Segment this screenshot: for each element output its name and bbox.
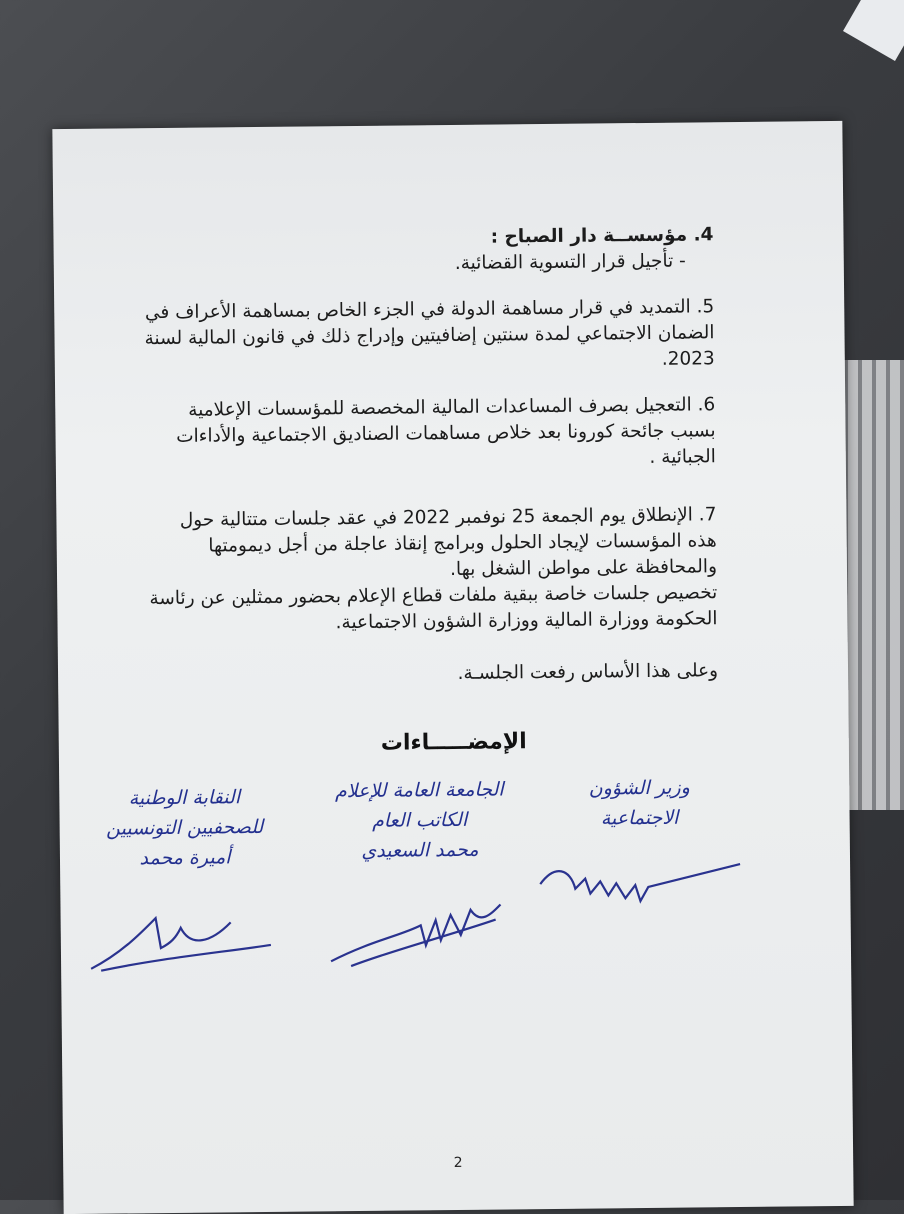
item-5	[144, 294, 715, 378]
signatures-title: الإمضـــــاءات	[380, 729, 527, 756]
signature-federation-line3: محمد السعيدي	[361, 838, 479, 862]
signature-federation-line1: الجامعة العامة للإعلام	[334, 778, 504, 803]
signature-minister-scribble	[530, 842, 761, 914]
page-number: 2	[453, 1154, 463, 1172]
item-4-number: 4.	[693, 224, 714, 246]
item-7-number: 7.	[698, 504, 717, 526]
signature-federation-scribble	[310, 884, 511, 976]
item-7-text: الإنطلاق يوم الجمعة 25 نوفمبر 2022 في عقد جلسات متتالية حول هذه المؤسسات لإيجاد الحلول وبرامج إنقاذ عاجلة من أجل ديمومتها والمحافظة على مواطن الشغل بها.	[179, 504, 718, 581]
signature-federation	[299, 774, 540, 867]
document-page	[52, 121, 853, 1214]
signature-union	[74, 782, 295, 874]
item-5-text: التمديد في قرار مساهمة الدولة في الجزء الخاص بمساهمة الأعراف في الضمان الاجتماعي لمدة سنتين إضافيتين وإدراج ذلك في قانون المالية لسنة 2023.	[144, 296, 715, 370]
item-7-extra: تخصيص جلسات خاصة ببقية ملفات قطاع الإعلام بحضور ممثلين عن رئاسة الحكومة ووزارة المالية ووزارة الشؤون الاجتماعية.	[149, 582, 718, 634]
signature-union-line3: أميرة محمد	[139, 846, 231, 870]
item-4-sub: - تأجيل قرار التسوية القضائية.	[454, 250, 686, 274]
item-4	[143, 222, 714, 280]
signature-federation-line2: الكاتب العام	[371, 808, 468, 832]
signature-union-scribble	[80, 897, 281, 979]
signature-minister-line2: الاجتماعية	[600, 806, 679, 830]
closing-text: وعلى هذا الأساس رفعت الجلسـة.	[457, 660, 719, 684]
item-6-text: التعجيل بصرف المساعدات المالية المخصصة للمؤسسات الإعلامية بسبب جائحة كورونا بعد خلاص مساهمات الصناديق الاجتماعية والأداءات الجبائية .	[176, 394, 716, 468]
signature-union-line2: للصحفيين التونسيين	[105, 815, 264, 840]
item-6-number: 6.	[697, 394, 716, 416]
signature-minister	[529, 772, 750, 834]
item-4-heading: مؤسســة دار الصباح :	[490, 224, 688, 248]
item-5-number: 5.	[696, 296, 715, 318]
background-paper-corner	[843, 0, 904, 61]
item-7	[146, 502, 717, 638]
signature-union-line1: النقابة الوطنية	[128, 786, 241, 810]
item-6	[145, 392, 716, 476]
document-body	[143, 222, 718, 690]
signature-minister-line1: وزير الشؤون	[588, 776, 690, 800]
